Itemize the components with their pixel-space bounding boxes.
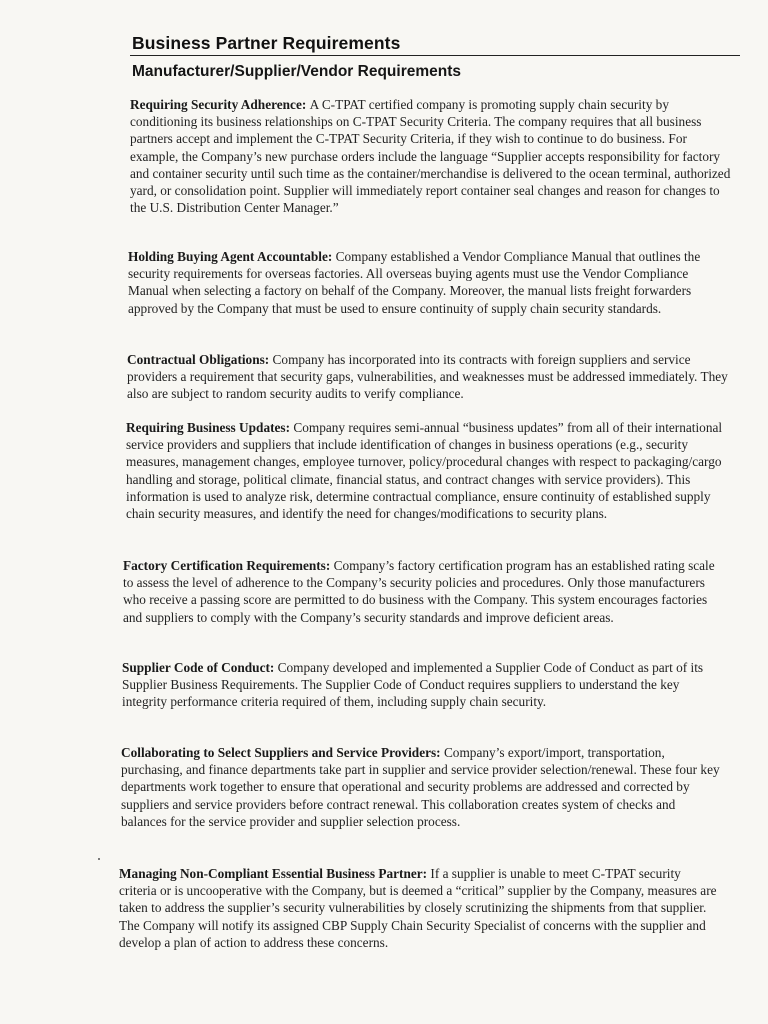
section-managing-non-compliant-partner	[119, 865, 721, 951]
section-body: Company established a Vendor Compliance Manual that outlines the security requirements for overseas factories. All overseas buying agents must use the Vendor Compliance Manual when selecting a factory on behalf of the Company. Moreover, the manual lists freight forwarders approved by the Company that must be used to ensure continuity of supply chain security standards.	[128, 249, 701, 316]
section-heading: Contractual Obligations:	[127, 352, 273, 367]
section-body: Company has incorporated into its contracts with foreign suppliers and service providers a requirement that security gaps, vulnerabilities, and weaknesses must be addressed immediately. They also are subject to random security audits to verify compliance.	[127, 352, 728, 402]
section-body: A C-TPAT certified company is promoting supply chain security by conditioning its business relationships on C-TPAT Security Criteria. The company requires that all business partners accept and implement the C-TPAT Security Criteria, if they wish to continue to do business. For example, the Company’s new purchase orders include the language “Supplier accepts responsibility for factory and container security until such time as the container/merchandise is delivered to the ocean terminal, authorized yard, or consolidation point. Supplier will immediately report container seal changes and reason for changes to the U.S. Distribution Center Manager.”	[130, 97, 731, 216]
section-body: Company requires semi-annual “business updates” from all of their international service providers and suppliers that include identification of changes in business operations (e.g., security measures, management changes, employee turnover, policy/procedural changes with respect to packaging/cargo handling and storage, political climate, financial status, and contract changes with service providers). This information is used to analyze risk, determine contractual compliance, ensure continuity of established supply chain security measures, and identify the need for changes/modifications to security plans.	[126, 420, 723, 522]
title-rule	[130, 55, 740, 56]
section-heading: Managing Non-Compliant Essential Business Partner:	[119, 866, 431, 881]
scan-speck	[98, 858, 100, 860]
section-body: Company’s export/import, transportation, purchasing, and finance departments take part in supplier and service provider selection/renewal. These four key departments work together to ensure that operational and security problems are addressed and corrected by suppliers and service providers before contract renewal. This collaboration creates system of checks and balances for the service provider and supplier selection process.	[121, 745, 720, 829]
section-contractual-obligations	[127, 351, 730, 403]
section-body: Company’s factory certification program has an established rating scale to assess the level of adherence to the Company’s security policies and procedures. Only those manufacturers who receive a passing score are permitted to do business with the Company. This system encourages factories and suppliers to comply with the Company’s security standards and improve deficient areas.	[123, 558, 715, 625]
section-holding-buying-agent-accountable	[128, 248, 728, 317]
section-body: If a supplier is unable to meet C-TPAT security criteria or is uncooperative with the Company, but is deemed a “critical” supplier by the Company, measures are taken to address the supplier’s security vulnerabilities by closely scrutinizing the shipments from that supplier. The Company will notify its assigned CBP Supply Chain Security Specialist of concerns with the supplier and develop a plan of action to address these concerns.	[119, 866, 717, 950]
page-subtitle: Manufacturer/Supplier/Vendor Requirements	[132, 63, 462, 80]
section-heading: Requiring Business Updates:	[126, 420, 294, 435]
page-title: Business Partner Requirements	[132, 33, 401, 53]
section-collaborating-to-select-suppliers	[121, 744, 721, 830]
section-requiring-security-adherence	[130, 96, 733, 216]
section-heading: Holding Buying Agent Accountable:	[128, 249, 336, 264]
section-body: Company developed and implemented a Supplier Code of Conduct as part of its Supplier Business Requirements. The Supplier Code of Conduct requires suppliers to understand the key integrity performance criteria required of them, including supply chain security.	[122, 660, 704, 710]
section-heading: Supplier Code of Conduct:	[122, 660, 278, 675]
section-supplier-code-of-conduct	[122, 659, 712, 711]
section-heading: Factory Certification Requirements:	[123, 558, 334, 573]
section-heading: Requiring Security Adherence:	[130, 97, 310, 112]
section-heading: Collaborating to Select Suppliers and Service Providers:	[121, 745, 444, 760]
section-requiring-business-updates	[126, 419, 730, 522]
section-factory-certification-requirements	[123, 557, 726, 626]
